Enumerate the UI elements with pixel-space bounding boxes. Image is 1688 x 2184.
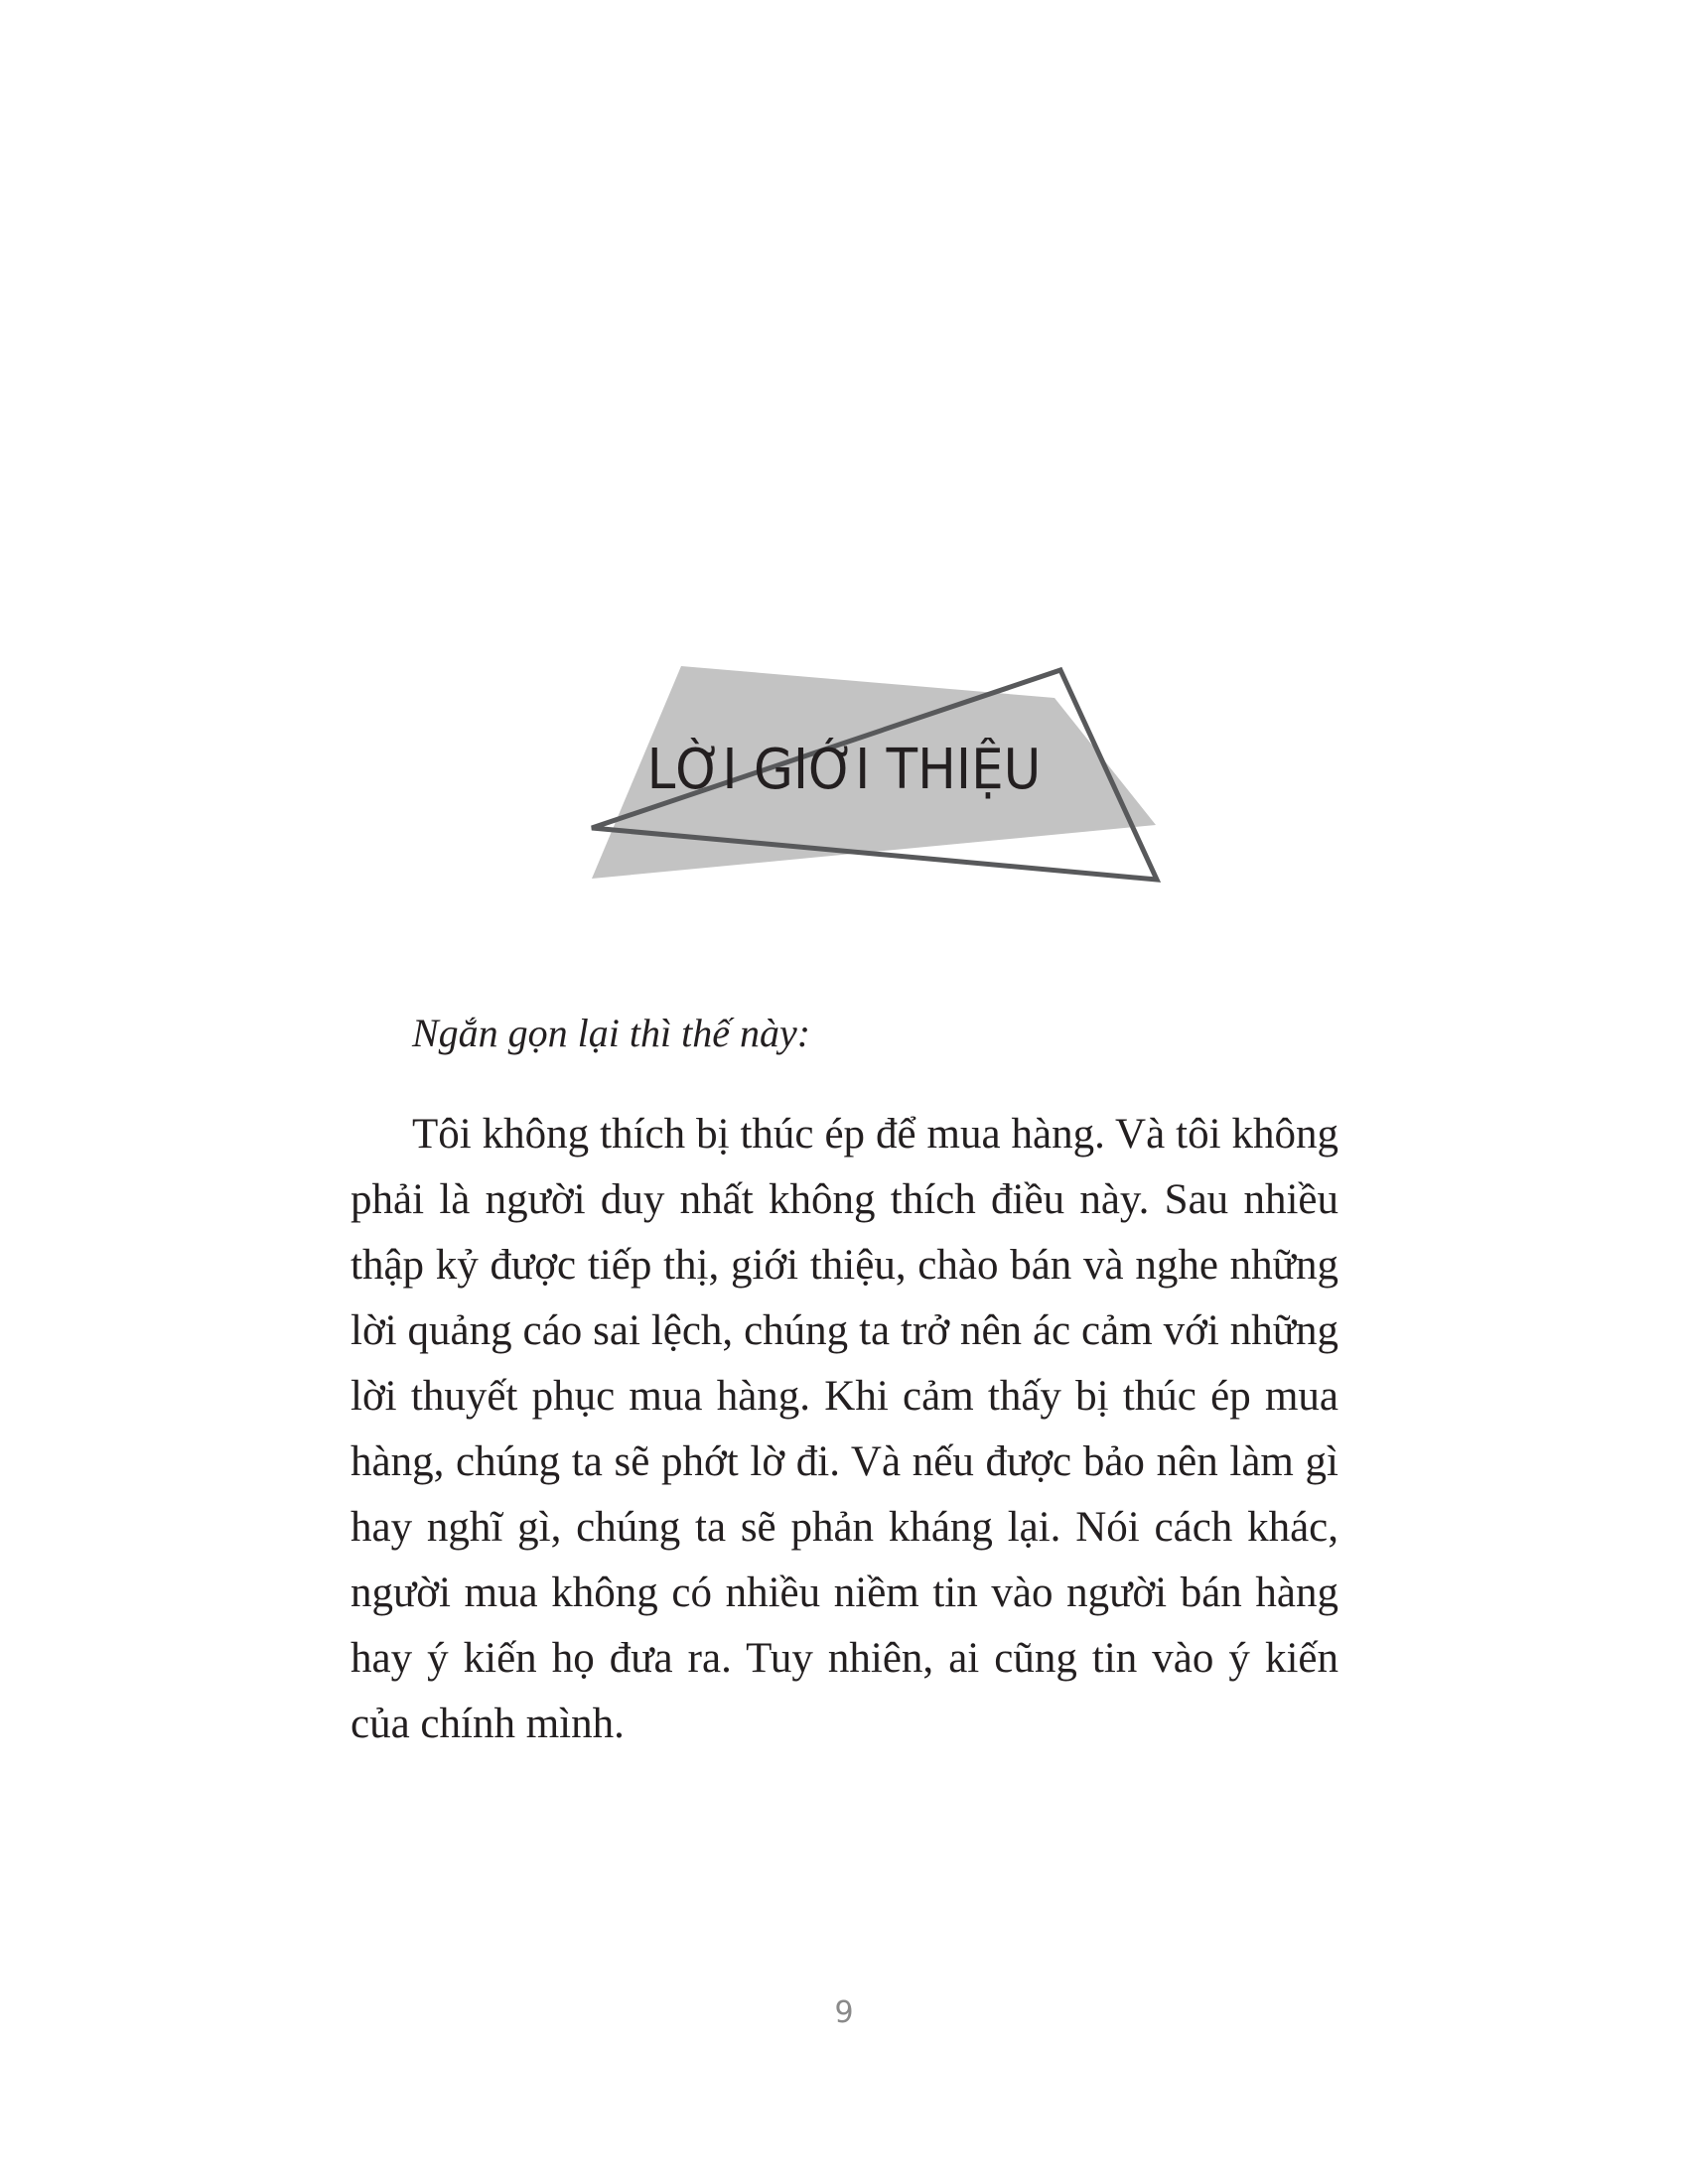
body-paragraph: Tôi không thích bị thúc ép để mua hàng. Và tôi không phải là người duy nhất không thích điều này. Sau nhiều thập kỷ được tiếp thị, giới thiệu, chào bán và nghe những lời quảng cáo sai lệch, chúng ta trở nên ác cảm với những lời thuyết phục mua hàng. Khi cảm thấy bị thúc ép mua hàng, chúng ta sẽ phớt lờ đi. Và nếu được bảo nên làm gì hay nghĩ gì, chúng ta sẽ phản kháng lại. Nói cách khác, người mua không có nhiều niềm tin vào người bán hàng hay ý kiến họ đưa ra. Tuy nhiên, ai cũng tin vào ý kiến của chính mình. xyxy=(351,1111,1338,1747)
lead-sentence: Ngắn gọn lại thì thế này: xyxy=(412,1011,811,1055)
page-number: 9 xyxy=(834,1995,854,2030)
page-content xyxy=(351,1001,1338,1757)
chapter-title: LỜI GIỚI THIỆU xyxy=(646,738,1042,802)
